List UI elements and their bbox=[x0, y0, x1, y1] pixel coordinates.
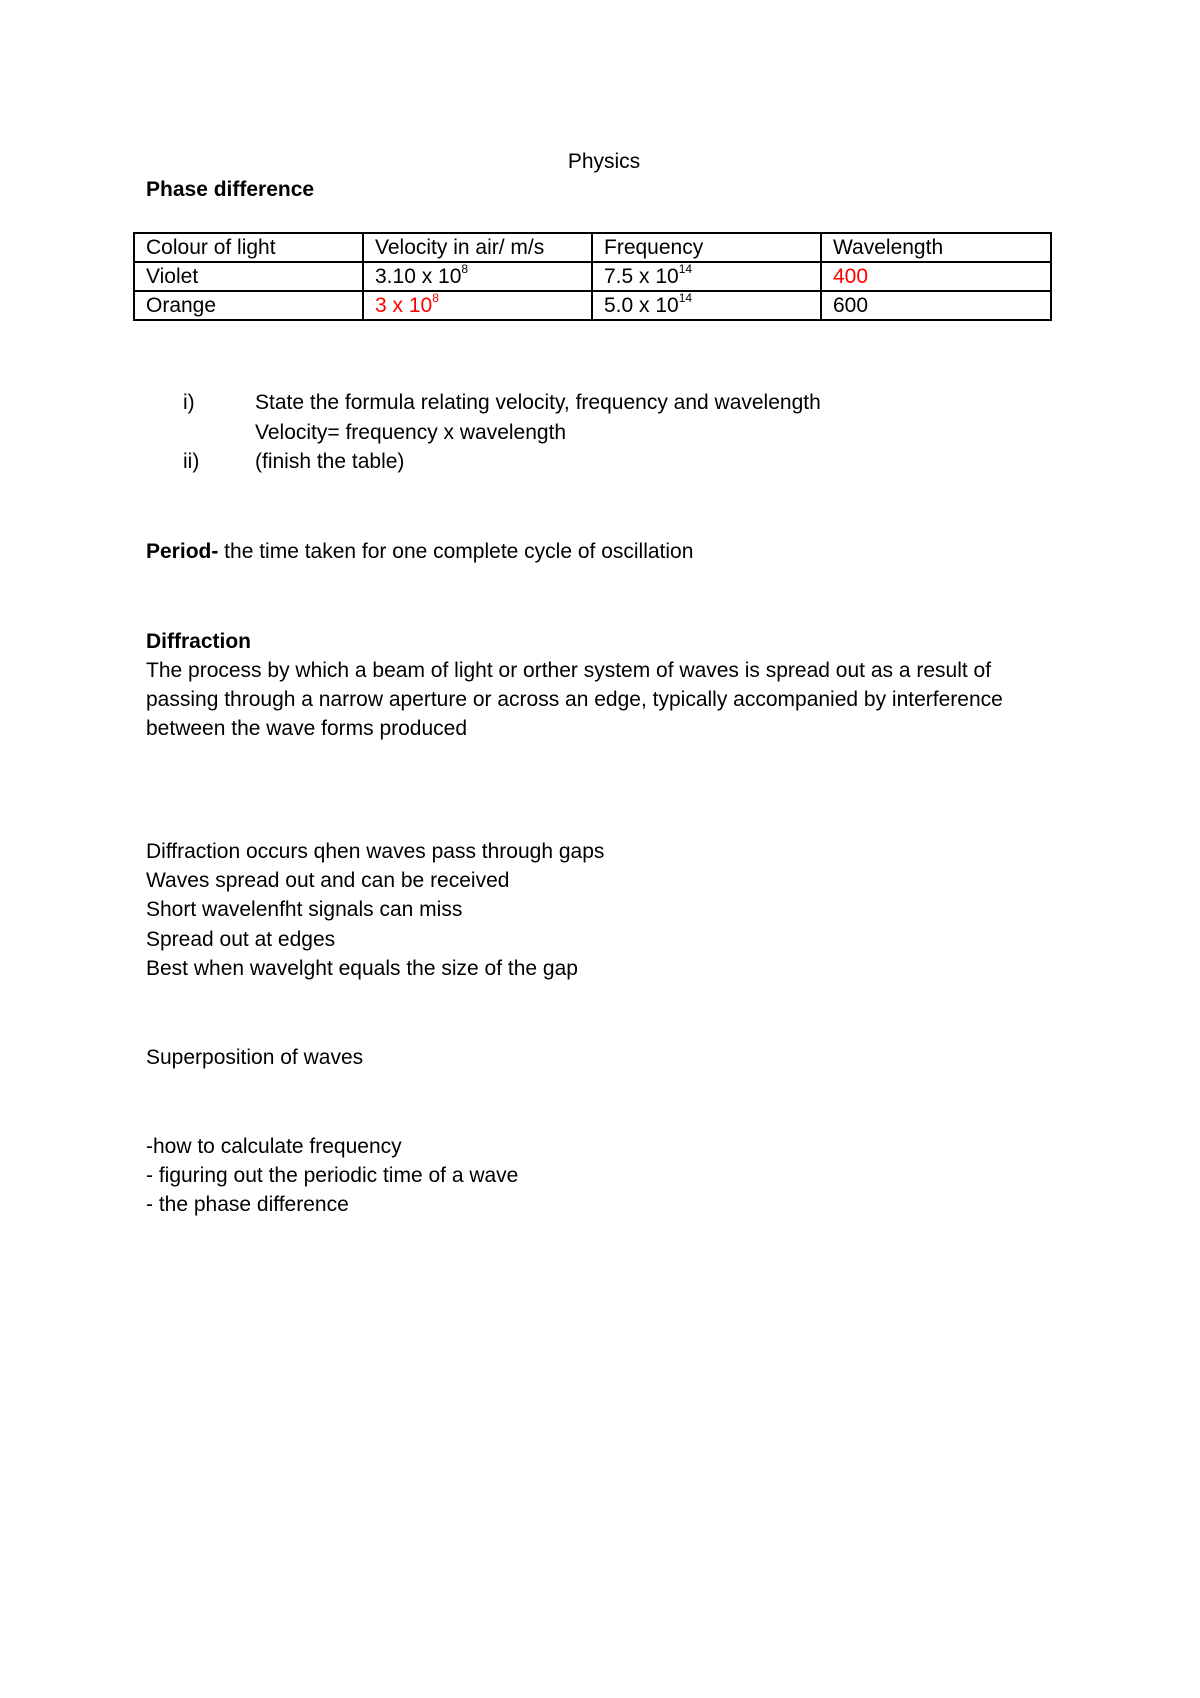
velocity-base: 3.10 x 10 bbox=[375, 265, 462, 288]
document-title: Physics bbox=[567, 150, 641, 173]
velocity-exponent: 8 bbox=[432, 291, 439, 305]
diffraction-note: Short wavelenfht signals can miss bbox=[146, 898, 463, 921]
diffraction-note: Waves spread out and can be received bbox=[146, 869, 510, 892]
diffraction-definition bbox=[146, 656, 1066, 743]
question-text: State the formula relating velocity, frequency and wavelength bbox=[255, 391, 821, 414]
table-cell-frequency bbox=[592, 291, 821, 320]
superposition-heading: Superposition of waves bbox=[146, 1046, 364, 1069]
diffraction-definition-text: The process by which a beam of light or orther system of waves is spread out as a result of passing through a narrow aperture or across an edge, typically accompanied by interference between the wave forms produced bbox=[146, 659, 1003, 740]
diffraction-heading: Diffraction bbox=[146, 630, 251, 653]
table-header-cell: Colour of light bbox=[134, 233, 363, 262]
table-cell-frequency bbox=[592, 262, 821, 291]
table-cell-colour: Orange bbox=[134, 291, 363, 320]
frequency-base: 7.5 x 10 bbox=[604, 265, 679, 288]
velocity-exponent: 8 bbox=[461, 262, 469, 276]
todo-item: -how to calculate frequency bbox=[146, 1135, 402, 1158]
frequency-base: 5.0 x 10 bbox=[604, 294, 679, 317]
diffraction-note: Diffraction occurs qhen waves pass through gaps bbox=[146, 840, 605, 863]
todo-item: - figuring out the periodic time of a wave bbox=[146, 1164, 519, 1187]
table-cell-wavelength: 600 bbox=[821, 291, 1051, 320]
question-number: i) bbox=[183, 391, 195, 414]
table-header-cell: Velocity in air/ m/s bbox=[363, 233, 592, 262]
velocity-base: 3 x 10 bbox=[375, 294, 433, 317]
todo-item: - the phase difference bbox=[146, 1193, 349, 1216]
question-number: ii) bbox=[183, 450, 200, 473]
period-definition bbox=[146, 537, 693, 566]
table-header-row bbox=[134, 233, 1051, 262]
period-text: the time taken for one complete cycle of oscillation bbox=[218, 540, 694, 563]
section-heading-phase-difference: Phase difference bbox=[146, 178, 315, 201]
period-term: Period- bbox=[146, 540, 219, 563]
table-cell-velocity bbox=[363, 262, 592, 291]
table-cell-colour: Violet bbox=[134, 262, 363, 291]
diffraction-note: Spread out at edges bbox=[146, 928, 336, 951]
frequency-exponent: 14 bbox=[678, 291, 693, 305]
table-row bbox=[134, 262, 1051, 291]
question-text: (finish the table) bbox=[255, 450, 405, 473]
frequency-exponent: 14 bbox=[678, 262, 693, 276]
table-header-cell: Frequency bbox=[592, 233, 821, 262]
table-cell-velocity-answer bbox=[363, 291, 592, 320]
question-answer: Velocity= frequency x wavelength bbox=[255, 421, 567, 444]
table-cell-wavelength-answer: 400 bbox=[821, 262, 1051, 291]
table-header-cell: Wavelength bbox=[821, 233, 1051, 262]
table-row bbox=[134, 291, 1051, 320]
diffraction-note: Best when wavelght equals the size of the gap bbox=[146, 957, 578, 980]
light-properties-table bbox=[133, 232, 1052, 321]
